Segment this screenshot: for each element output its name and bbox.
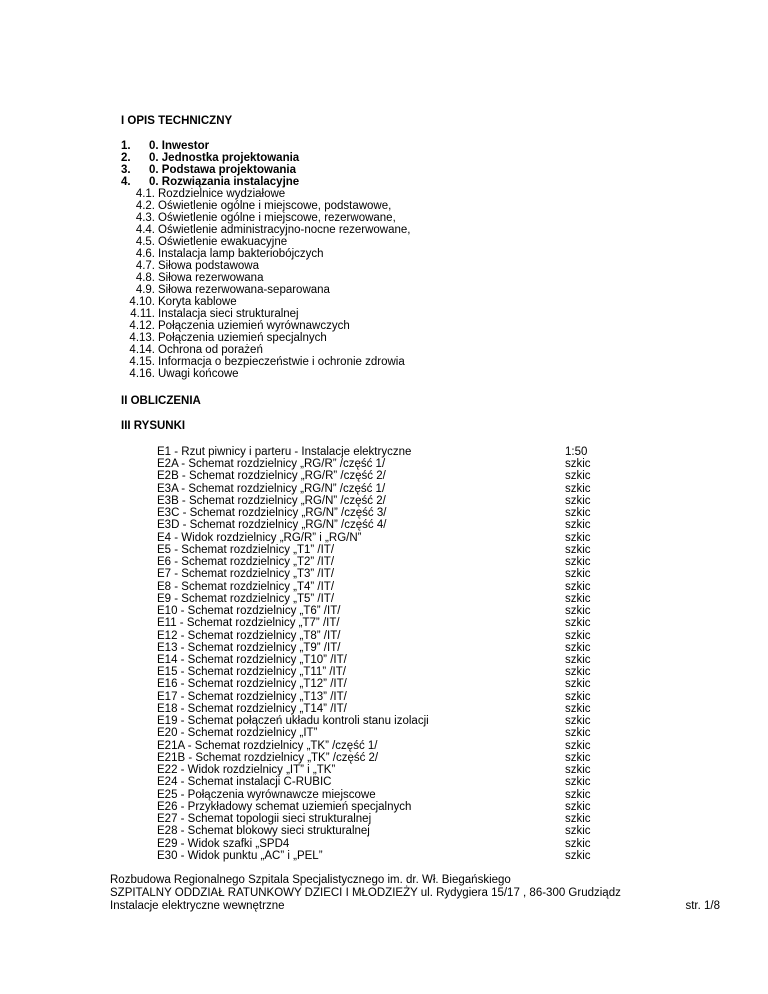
drawing-title: E14 - Schemat rozdzielnicy „T10” /IT/	[157, 653, 347, 666]
drawing-title: E17 - Schemat rozdzielnicy „T13” /IT/	[157, 690, 347, 703]
drawing-title: E22 - Widok rozdzielnicy „IT” i „TK”	[157, 764, 336, 777]
toc-item-text: 0. Jednostka projektowania	[149, 152, 300, 164]
toc-main-item	[121, 176, 621, 188]
toc-sub-item-text: Uwagi końcowe	[158, 368, 239, 380]
drawing-title: E4 - Widok rozdzielnicy „RG/R” i „RG/N”	[157, 531, 362, 544]
drawing-row	[157, 715, 637, 727]
drawing-scale: szkic	[565, 800, 591, 813]
drawing-title: E26 - Przykładowy schemat uziemień specjalnych	[157, 800, 412, 813]
toc-sub-item-number: 4.15.	[129, 356, 155, 368]
drawing-scale: szkic	[565, 813, 591, 826]
drawing-row	[157, 691, 637, 703]
section-title-technical-description: I OPIS TECHNICZNY	[121, 115, 233, 127]
drawing-scale: szkic	[565, 629, 591, 642]
drawing-scale: szkic	[565, 739, 591, 752]
drawing-row	[157, 776, 637, 788]
drawing-title: E13 - Schemat rozdzielnicy „T9” /IT/	[157, 641, 341, 654]
drawing-scale: szkic	[565, 727, 591, 740]
toc-sub-item-number: 4.16.	[129, 368, 155, 380]
toc-sub-item-number: 4.5.	[135, 236, 155, 248]
drawing-row	[157, 740, 637, 752]
drawing-title: E16 - Schemat rozdzielnicy „T12” /IT/	[157, 678, 347, 691]
drawing-title: E19 - Schemat połączeń układu kontroli stanu izolacji	[157, 715, 429, 728]
drawing-row	[157, 630, 637, 642]
drawing-title: E20 - Schemat rozdzielnicy „IT”	[157, 727, 318, 740]
drawing-scale: szkic	[565, 605, 591, 618]
drawing-scale: szkic	[565, 482, 591, 495]
drawing-row	[157, 727, 637, 739]
drawing-title: E3D - Schemat rozdzielnicy „RG/N” /część 4/	[157, 519, 387, 532]
drawing-title: E11 - Schemat rozdzielnicy „T7” /IT/	[157, 617, 340, 630]
toc-sub-item-number: 4.11.	[130, 308, 155, 320]
toc-sub-item-text: Oświetlenie administracyjno-nocne rezerwowane,	[158, 224, 411, 236]
toc-sub-item	[121, 332, 621, 344]
toc-main-item	[121, 164, 621, 176]
drawing-row	[157, 458, 637, 470]
drawing-title: E7 - Schemat rozdzielnicy „T3” /IT/	[157, 568, 335, 581]
toc-sub-item-text: Informacja o bezpieczeństwie i ochronie zdrowia	[158, 356, 405, 368]
drawing-scale: szkic	[565, 837, 591, 850]
drawing-scale: szkic	[565, 543, 591, 556]
drawing-row	[157, 642, 637, 654]
toc-sub-item	[121, 284, 621, 296]
toc-sub-item-text: Koryta kablowe	[158, 296, 237, 308]
drawing-row	[157, 532, 637, 544]
drawing-scale: szkic	[565, 690, 591, 703]
drawing-row	[157, 519, 637, 531]
drawing-title: E15 - Schemat rozdzielnicy „T11” /IT/	[157, 666, 346, 679]
toc-sub-item-text: Ochrona od porażeń	[158, 344, 263, 356]
drawing-title: E12 - Schemat rozdzielnicy „T8” /IT/	[157, 629, 341, 642]
toc-sub-item-text: Siłowa rezerwowana	[158, 272, 264, 284]
drawing-scale: szkic	[565, 458, 591, 471]
toc-sub-item	[121, 344, 621, 356]
drawings-list	[157, 446, 637, 862]
drawing-scale: szkic	[565, 580, 591, 593]
drawing-title: E6 - Schemat rozdzielnicy „T2” /IT/	[157, 556, 335, 569]
toc-sub-item-text: Oświetlenie ewakuacyjne	[158, 236, 288, 248]
toc-sub-item-text: Siłowa rezerwowana-separowana	[158, 284, 330, 296]
toc-item-number: 4.	[121, 176, 131, 188]
drawing-scale: szkic	[565, 666, 591, 679]
drawing-scale: szkic	[565, 653, 591, 666]
toc-sub-item	[121, 272, 621, 284]
drawing-scale: szkic	[565, 702, 591, 715]
toc-sub-item	[121, 356, 621, 368]
drawing-title: E9 - Schemat rozdzielnicy „T5” /IT/	[157, 592, 335, 605]
drawing-scale: szkic	[565, 519, 591, 532]
drawing-title: E21B - Schemat rozdzielnicy „TK” /część 2/	[157, 751, 379, 764]
drawing-row	[157, 470, 637, 482]
drawing-row	[157, 752, 637, 764]
drawing-scale: szkic	[565, 507, 591, 520]
drawing-row	[157, 678, 637, 690]
drawing-row	[157, 654, 637, 666]
toc-sub-item	[121, 248, 621, 260]
drawing-row	[157, 581, 637, 593]
page-number: str. 1/8	[685, 900, 720, 912]
toc-sub-item-number: 4.9.	[135, 284, 155, 296]
drawing-row	[157, 544, 637, 556]
section-title-calculations: II OBLICZENIA	[121, 395, 201, 407]
drawing-scale: szkic	[565, 617, 591, 630]
drawing-title: E24 - Schemat instalacji C-RUBIC	[157, 776, 332, 789]
drawing-scale: szkic	[565, 531, 591, 544]
table-of-contents	[121, 140, 621, 380]
toc-sub-item-number: 4.7.	[135, 260, 155, 272]
drawing-title: E3B - Schemat rozdzielnicy „RG/N” /część 2/	[157, 494, 386, 507]
drawing-row	[157, 801, 637, 813]
drawing-scale: szkic	[565, 568, 591, 581]
toc-sub-item-number: 4.2.	[135, 200, 155, 212]
toc-sub-item-number: 4.4.	[135, 224, 155, 236]
drawing-title: E3C - Schemat rozdzielnicy „RG/N” /część 3/	[157, 507, 387, 520]
drawing-scale: szkic	[565, 494, 591, 507]
drawing-row	[157, 483, 637, 495]
drawing-row	[157, 617, 637, 629]
toc-sub-item	[121, 200, 621, 212]
drawing-title: E1 - Rzut piwnicy i parteru - Instalacje elektryczne	[157, 446, 412, 458]
drawing-row	[157, 838, 637, 850]
section-title-drawings: III RYSUNKI	[121, 420, 186, 432]
toc-sub-item	[121, 368, 621, 380]
drawing-scale: szkic	[565, 641, 591, 654]
toc-sub-item	[121, 212, 621, 224]
drawing-row	[157, 764, 637, 776]
drawing-scale: szkic	[565, 751, 591, 764]
toc-sub-item	[121, 308, 621, 320]
drawing-row	[157, 593, 637, 605]
drawing-row	[157, 703, 637, 715]
footer-project-name: Rozbudowa Regionalnego Szpitala Specjalistycznego im. dr. Wł. Biegańskiego	[110, 874, 511, 886]
drawing-row	[157, 789, 637, 801]
drawing-title: E27 - Schemat topologii sieci strukturalnej	[157, 813, 372, 826]
drawing-row	[157, 605, 637, 617]
toc-sub-item-number: 4.1.	[135, 188, 155, 200]
drawing-title: E30 - Widok punktu „AC” i „PEL”	[157, 849, 323, 862]
toc-sub-item	[121, 260, 621, 272]
drawing-row	[157, 666, 637, 678]
footer-document-name: Instalacje elektryczne wewnętrzne	[110, 900, 285, 912]
drawing-scale: szkic	[565, 556, 591, 569]
toc-sub-item-number: 4.8.	[135, 272, 155, 284]
toc-sub-item	[121, 296, 621, 308]
toc-sub-item-text: Siłowa podstawowa	[158, 260, 260, 272]
drawing-scale: szkic	[565, 825, 591, 838]
toc-sub-item-number: 4.13.	[129, 332, 155, 344]
drawing-title: E21A - Schemat rozdzielnicy „TK” /część 1/	[157, 739, 378, 752]
drawing-scale: szkic	[565, 788, 591, 801]
toc-sub-item	[121, 236, 621, 248]
drawing-scale: szkic	[565, 470, 591, 483]
toc-sub-item	[121, 188, 621, 200]
drawing-row	[157, 507, 637, 519]
toc-sub-item-text: Połączenia uziemień wyrównawczych	[158, 320, 350, 332]
drawing-row	[157, 850, 637, 862]
toc-sub-item	[121, 224, 621, 236]
drawing-row	[157, 825, 637, 837]
toc-item-text: 0. Podstawa projektowania	[149, 164, 296, 176]
toc-item-number: 3.	[121, 164, 131, 176]
toc-sub-item-number: 4.10.	[129, 296, 155, 308]
drawing-row	[157, 446, 637, 458]
toc-sub-item-text: Instalacja lamp bakteriobójczych	[158, 248, 324, 260]
drawing-scale: szkic	[565, 776, 591, 789]
toc-sub-item-number: 4.3.	[135, 212, 155, 224]
toc-item-text: 0. Inwestor	[149, 140, 210, 152]
drawing-scale: szkic	[565, 849, 591, 862]
toc-main-item	[121, 152, 621, 164]
drawing-row	[157, 813, 637, 825]
drawing-row	[157, 568, 637, 580]
toc-item-number: 1.	[121, 140, 131, 152]
page-footer	[110, 874, 720, 913]
drawing-title: E18 - Schemat rozdzielnicy „T14” /IT/	[157, 702, 347, 715]
drawing-title: E5 - Schemat rozdzielnicy „T1” /IT/	[157, 543, 335, 556]
toc-item-number: 2.	[121, 152, 131, 164]
toc-sub-item-text: Oświetlenie ogólne i miejscowe, podstawowe,	[158, 200, 392, 212]
toc-item-text: 0. Rozwiązania instalacyjne	[149, 176, 300, 188]
drawing-title: E29 - Widok szafki „SPD4	[157, 837, 290, 850]
drawing-row	[157, 556, 637, 568]
drawing-title: E8 - Schemat rozdzielnicy „T4” /IT/	[157, 580, 335, 593]
drawing-scale: szkic	[565, 764, 591, 777]
drawing-scale: szkic	[565, 592, 591, 605]
footer-address: SZPITALNY ODDZIAŁ RATUNKOWY DZIECI I MŁODZIEŻY ul. Rydygiera 15/17 , 86-300 Grudziądz	[110, 887, 621, 899]
toc-sub-item-number: 4.14.	[129, 344, 155, 356]
toc-sub-item-number: 4.12.	[129, 320, 155, 332]
drawing-title: E3A - Schemat rozdzielnicy „RG/N” /część 1/	[157, 482, 386, 495]
toc-sub-item-text: Oświetlenie ogólne i miejscowe, rezerwowane,	[158, 212, 396, 224]
toc-sub-item	[121, 320, 621, 332]
drawing-scale: 1:50	[565, 446, 588, 458]
toc-main-item	[121, 140, 621, 152]
drawing-title: E2B - Schemat rozdzielnicy „RG/R” /część 2/	[157, 470, 386, 483]
drawing-scale: szkic	[565, 715, 591, 728]
drawing-row	[157, 495, 637, 507]
drawing-scale: szkic	[565, 678, 591, 691]
toc-sub-item-text: Rozdzielnice wydziałowe	[158, 188, 286, 200]
drawing-title: E25 - Połączenia wyrównawcze miejscowe	[157, 788, 376, 801]
drawing-title: E2A - Schemat rozdzielnicy „RG/R” /część 1/	[157, 458, 386, 471]
drawing-title: E10 - Schemat rozdzielnicy „T6” /IT/	[157, 605, 341, 618]
toc-sub-item-text: Połączenia uziemień specjalnych	[158, 332, 327, 344]
toc-sub-item-text: Instalacja sieci strukturalnej	[158, 308, 299, 320]
toc-sub-item-number: 4.6.	[135, 248, 155, 260]
drawing-title: E28 - Schemat blokowy sieci strukturalnej	[157, 825, 370, 838]
